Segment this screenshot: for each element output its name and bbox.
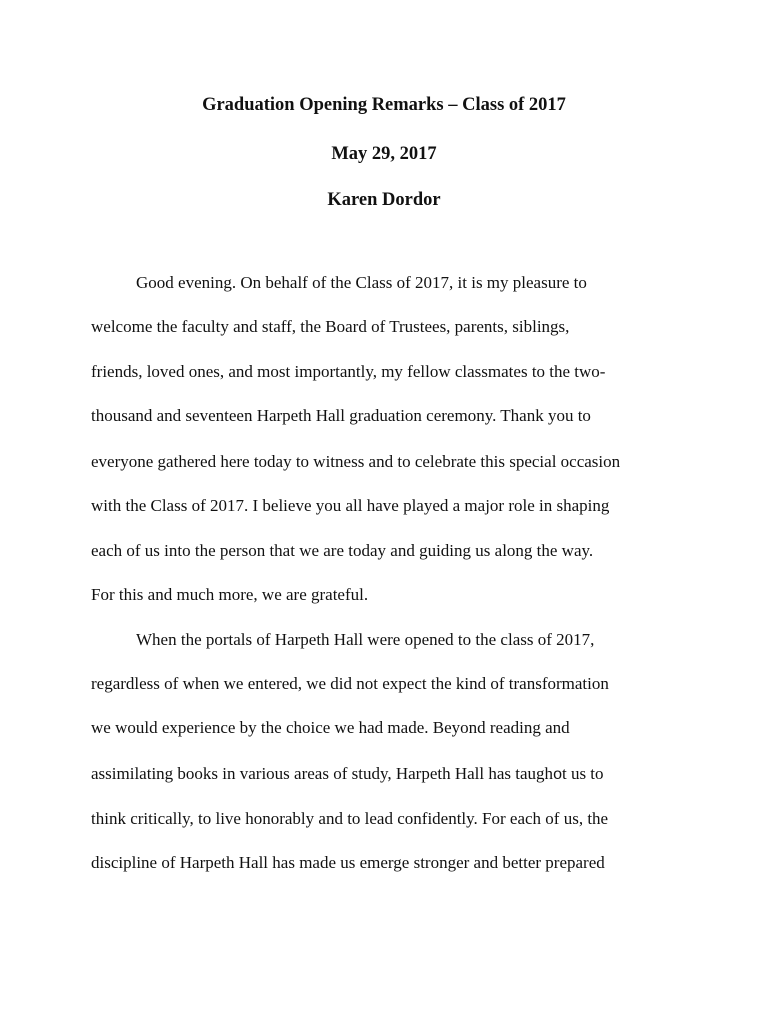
paragraph-1-line-1: Good evening. On behalf of the Class of 2017, it is my pleasure to: [136, 273, 587, 292]
paragraph-2-line-2: regardless of when we entered, we did not expect the kind of transformation: [91, 674, 609, 693]
document-date: May 29, 2017: [331, 144, 437, 164]
paragraph-1-line-7: each of us into the person that we are today and guiding us along the way.: [91, 541, 594, 560]
paragraph-1-line-3: friends, loved ones, and most importantly, my fellow classmates to the two-: [91, 362, 606, 381]
paragraph-1-line-8: For this and much more, we are grateful.: [91, 585, 369, 604]
document-author: Karen Dordor: [327, 190, 441, 210]
paragraph-2-line-1: When the portals of Harpeth Hall were opened to the class of 2017,: [136, 630, 595, 649]
paragraph-1-line-6: with the Class of 2017. I believe you all have played a major role in shaping: [91, 496, 610, 515]
paragraph-2-line-4-part-1: assimilating books in various areas of study, Harpeth Hall has taugh: [91, 764, 554, 783]
paragraph-2-line-3: we would experience by the choice we had made. Beyond reading and: [91, 718, 570, 737]
paragraph-2-line-4-glyph: o: [553, 766, 562, 783]
paragraph-1-line-5: everyone gathered here today to witness and to celebrate this special occasion: [91, 452, 621, 471]
document-title: Graduation Opening Remarks – Class of 2017: [202, 95, 566, 115]
paragraph-1-line-4: thousand and seventeen Harpeth Hall graduation ceremony. Thank you to: [91, 406, 591, 425]
paragraph-2-line-6: discipline of Harpeth Hall has made us emerge stronger and better prepared: [91, 853, 605, 872]
paragraph-2-line-5: think critically, to live honorably and to lead confidently. For each of us, the: [91, 809, 609, 828]
paragraph-1-line-2: welcome the faculty and staff, the Board of Trustees, parents, siblings,: [91, 317, 570, 336]
paragraph-2-line-4-part-2: t us to: [561, 764, 604, 783]
paragraph-2-line-4: [91, 764, 604, 785]
